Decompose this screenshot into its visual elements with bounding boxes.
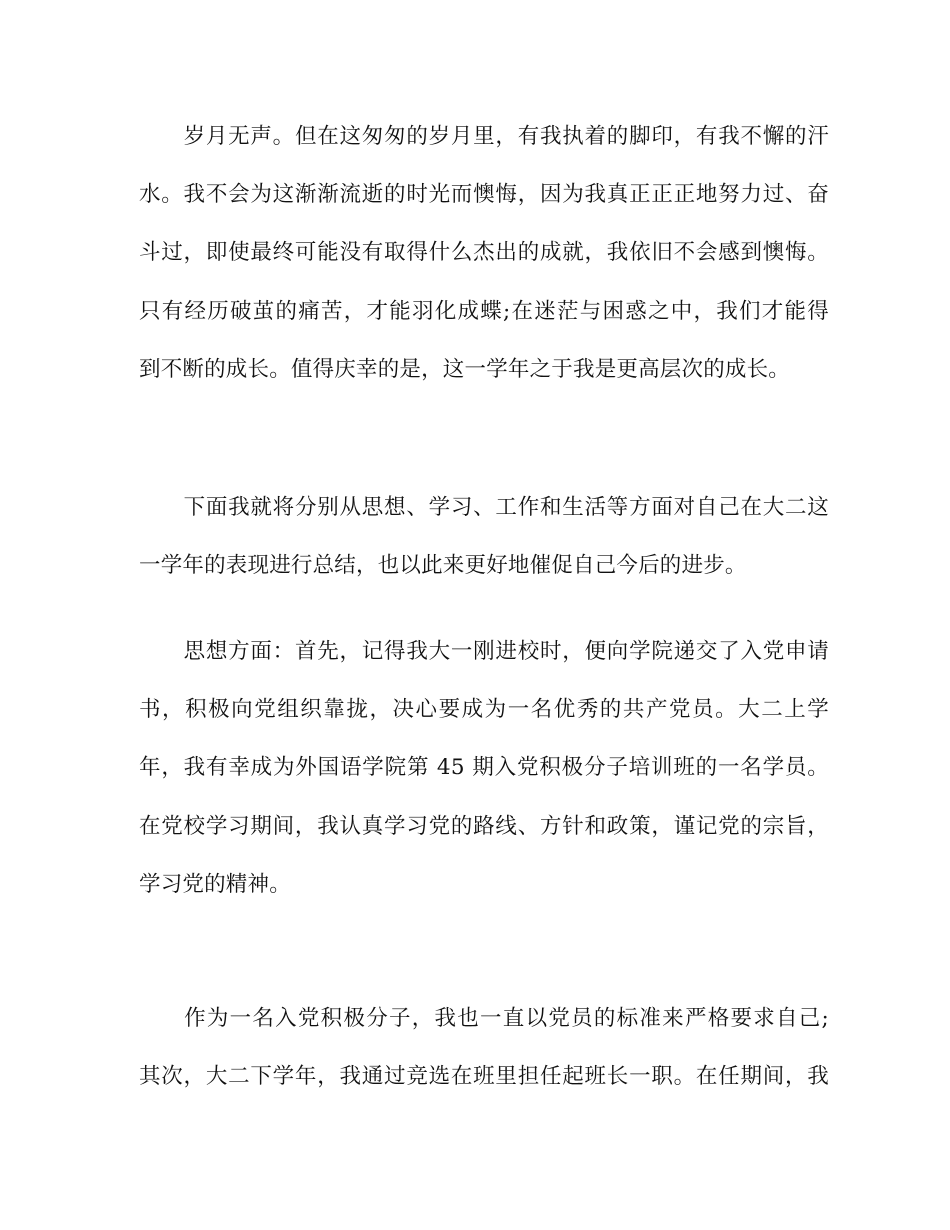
text-line: 斗过，即使最终可能没有取得什么杰出的成就，我依旧不会感到懊悔。 (139, 240, 829, 266)
text-line: 下面我就将分别从思想、学习、工作和生活等方面对自己在大二这 (183, 495, 829, 520)
text-line: 到不断的成长。值得庆幸的是，这一学年之于我是更高层次的成长。 (139, 356, 791, 382)
text-line: 一学年的表现进行总结，也以此来更好地催促自己今后的进步。 (139, 553, 747, 579)
text-line: 其次，大二下学年，我通过竞选在班里担任起班长一职。在任期间，我 (139, 1064, 829, 1090)
text-line: 在党校学习期间，我认真学习党的路线、方针和政策，谨记党的宗旨， (139, 813, 829, 839)
text-line: 思想方面：首先，记得我大一刚进校时，便向学院递交了入党申请 (183, 639, 829, 664)
paragraph-intro (139, 108, 829, 399)
text-line: 只有经历破茧的痛苦，才能羽化成蝶;在迷茫与困惑之中，我们才能得 (139, 298, 829, 324)
text-line: 学习党的精神。 (139, 871, 291, 897)
text-line: 年，我有幸成为外国语学院第 45 期入党积极分子培训班的一名学员。 (139, 755, 829, 781)
text-line: 岁月无声。但在这匆匆的岁月里，有我执着的脚印，有我不懈的汗 (183, 124, 829, 149)
text-line: 作为一名入党积极分子，我也一直以党员的标准来严格要求自己; (183, 1006, 829, 1031)
paragraph-overview (139, 479, 829, 595)
text-line: 水。我不会为这渐渐流逝的时光而懊悔，因为我真正正正地努力过、奋 (139, 182, 829, 208)
text-line: 书，积极向党组织靠拢，决心要成为一名优秀的共产党员。大二上学 (139, 697, 829, 723)
paragraph-activist (139, 990, 829, 1106)
paragraph-ideology (139, 623, 829, 914)
